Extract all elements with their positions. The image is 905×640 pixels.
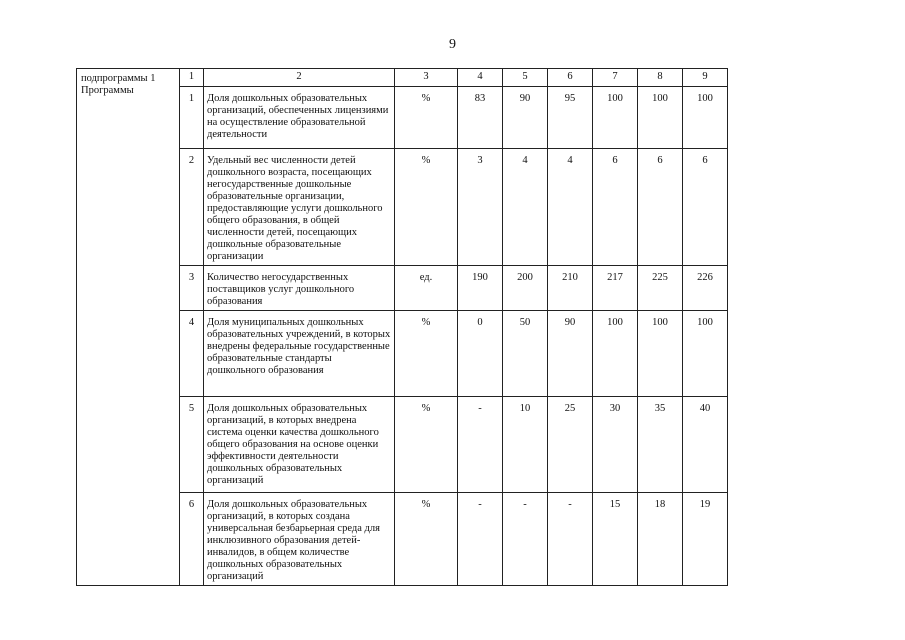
value-cell: 100 (683, 87, 728, 149)
value-cell: 6 (638, 149, 683, 266)
value-cell: 15 (593, 493, 638, 586)
value-cell: 4 (503, 149, 548, 266)
indicator-name: Количество негосударственных поставщиков услуг дошкольного образования (204, 266, 395, 311)
value-cell: 90 (503, 87, 548, 149)
value-cell: 6 (593, 149, 638, 266)
unit-cell: ед. (395, 266, 458, 311)
header-cell-7: 7 (593, 69, 638, 87)
header-row (77, 69, 728, 87)
value-cell: 50 (503, 311, 548, 397)
value-cell: - (503, 493, 548, 586)
value-cell: 95 (548, 87, 593, 149)
value-cell: 35 (638, 397, 683, 493)
value-cell: 100 (593, 87, 638, 149)
value-cell: - (548, 493, 593, 586)
header-cell-5: 5 (503, 69, 548, 87)
unit-cell: % (395, 149, 458, 266)
indicator-name: Доля дошкольных образовательных организаций, в которых внедрена система оценки качества дошкольного общего образования на основе оценки эффективности деятельности дошкольных образовательных организаций (204, 397, 395, 493)
header-cell-6: 6 (548, 69, 593, 87)
row-number: 3 (180, 266, 204, 311)
value-cell: - (458, 493, 503, 586)
value-cell: - (458, 397, 503, 493)
value-cell: 100 (683, 311, 728, 397)
row-number: 2 (180, 149, 204, 266)
header-cell-9: 9 (683, 69, 728, 87)
unit-cell: % (395, 493, 458, 586)
value-cell: 83 (458, 87, 503, 149)
indicator-name: Доля дошкольных образовательных организаций, в которых создана универсальная безбарьерная среда для инклюзивного образования детей-инвалидов, в общем количестве дошкольных образовательных организаций (204, 493, 395, 586)
header-cell-8: 8 (638, 69, 683, 87)
page-number: 9 (449, 37, 456, 52)
value-cell: 30 (593, 397, 638, 493)
header-cell-1: 1 (180, 69, 204, 87)
unit-cell: % (395, 311, 458, 397)
row-number: 1 (180, 87, 204, 149)
row-number: 5 (180, 397, 204, 493)
unit-cell: % (395, 397, 458, 493)
value-cell: 226 (683, 266, 728, 311)
value-cell: 0 (458, 311, 503, 397)
header-cell-3: 3 (395, 69, 458, 87)
indicator-name: Доля дошкольных образовательных организаций, обеспеченных лицензиями на осуществление образовательной деятельности (204, 87, 395, 149)
value-cell: 3 (458, 149, 503, 266)
value-cell: 200 (503, 266, 548, 311)
unit-cell: % (395, 87, 458, 149)
header-cell-4: 4 (458, 69, 503, 87)
value-cell: 217 (593, 266, 638, 311)
indicator-name: Доля муниципальных дошкольных образовательных учреждений, в которых внедрены федеральные государственные образовательные стандарты дошкольного образования (204, 311, 395, 397)
row-number: 6 (180, 493, 204, 586)
value-cell: 4 (548, 149, 593, 266)
value-cell: 10 (503, 397, 548, 493)
value-cell: 190 (458, 266, 503, 311)
value-cell: 90 (548, 311, 593, 397)
value-cell: 18 (638, 493, 683, 586)
value-cell: 100 (638, 87, 683, 149)
value-cell: 225 (638, 266, 683, 311)
subprogram-label: подпрограммы 1 Программы (77, 69, 180, 586)
value-cell: 6 (683, 149, 728, 266)
value-cell: 25 (548, 397, 593, 493)
value-cell: 100 (593, 311, 638, 397)
header-cell-2: 2 (204, 69, 395, 87)
value-cell: 19 (683, 493, 728, 586)
value-cell: 40 (683, 397, 728, 493)
row-number: 4 (180, 311, 204, 397)
indicators-table (76, 68, 728, 586)
value-cell: 210 (548, 266, 593, 311)
value-cell: 100 (638, 311, 683, 397)
indicator-name: Удельный вес численности детей дошкольного возраста, посещающих негосударственные дошкольные образовательные организации, предоставляющие услуги дошкольного общего образования, в общей численности детей, посещающих дошкольные образовательные организации (204, 149, 395, 266)
